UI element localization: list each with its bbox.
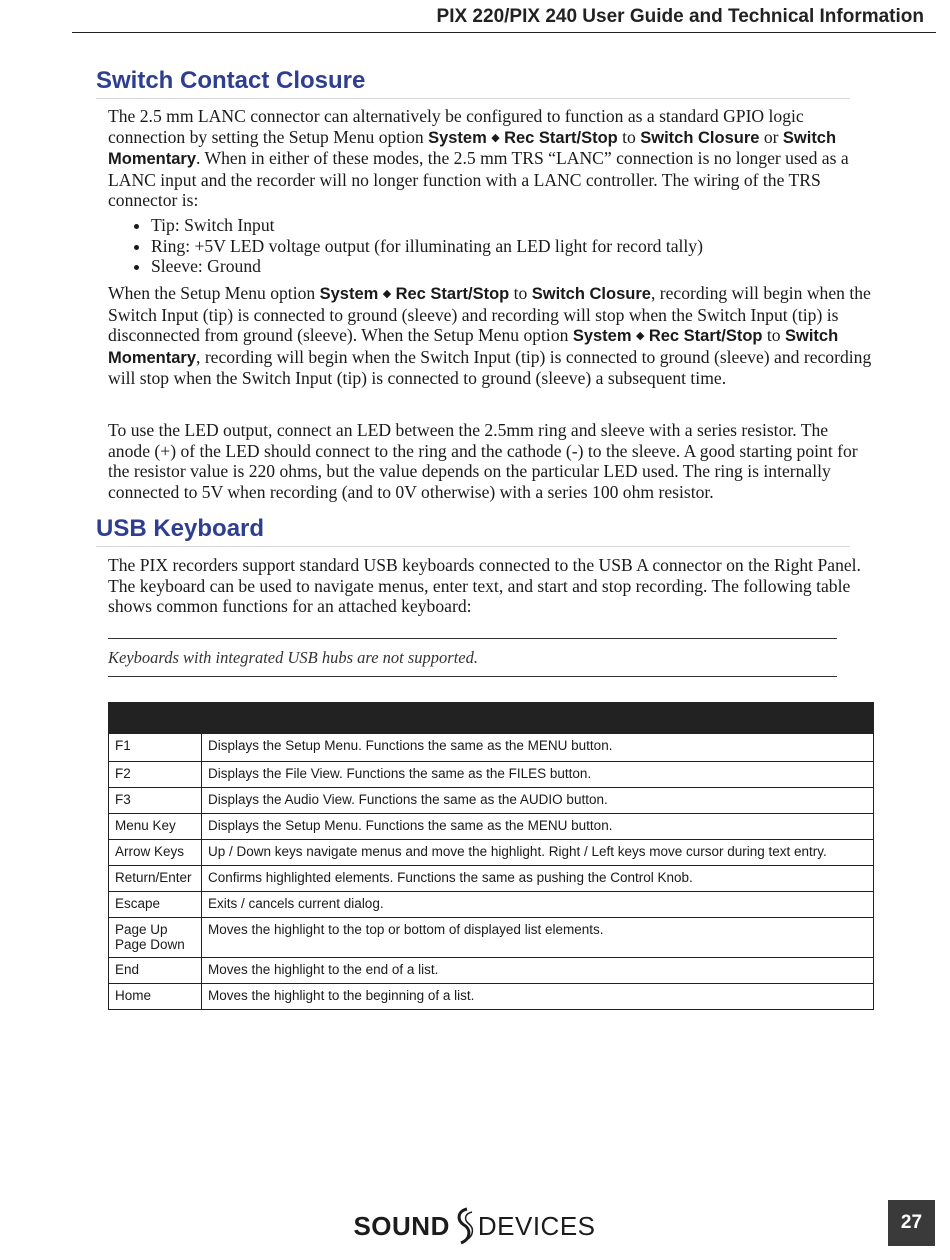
page-number: 27	[888, 1200, 935, 1246]
table-cell-key: Menu Key	[109, 814, 202, 840]
table-row	[109, 762, 874, 788]
option-switch-closure: Switch Closure	[531, 285, 651, 303]
table-cell-function: Displays the Audio View. Functions the same as the AUDIO button.	[202, 788, 874, 814]
table-cell-function: Exits / cancels current dialog.	[202, 892, 874, 918]
logo-text-bold: SOUND	[353, 1210, 450, 1241]
table-cell-key: Home	[109, 984, 202, 1010]
table-cell-function: Confirms highlighted elements. Functions the same as pushing the Control Knob.	[202, 866, 874, 892]
sound-devices-logo	[352, 1206, 597, 1246]
table-cell-function: Moves the highlight to the end of a list.	[202, 958, 874, 984]
option-switch-momentary: Switch Momentary	[108, 128, 837, 169]
table-cell-key: Escape	[109, 892, 202, 918]
keyboard-functions-table	[108, 702, 874, 1010]
trs-wiring-list	[130, 215, 891, 277]
list-item: • Sleeve: Ground	[151, 256, 891, 277]
table-cell-function: Moves the highlight to the beginning of a list.	[202, 984, 874, 1010]
paragraph-lanc-gpio: The 2.5 mm LANC connector can alternatively be configured to function as a standard GPIO logic connection by setting the Setup Menu option System ◆ Rec Start/Stop to Switch Closure or Switch Momentary. When in either of these modes, the 2.5 mm TRS “LANC” connection is no longer used as a LANC input and the recorder will no longer function with a LANC controller. The wiring of the TRS connector is:	[108, 106, 849, 211]
table-cell-key: F3	[109, 788, 202, 814]
table-row	[109, 814, 874, 840]
table-header-row	[109, 703, 874, 734]
table-row	[109, 866, 874, 892]
table-row	[109, 892, 874, 918]
menu-arrow-icon: ◆	[635, 329, 645, 343]
table-cell-key: Arrow Keys	[109, 840, 202, 866]
sound-wave-icon	[451, 1207, 477, 1245]
table-header-cell	[109, 703, 202, 734]
menu-path-rec-start-stop: Rec Start/Stop	[504, 128, 618, 147]
table-cell-function: Displays the Setup Menu. Functions the same as the MENU button.	[202, 734, 874, 762]
paragraph-led-output: To use the LED output, connect an LED between the 2.5mm ring and sleeve with a series resistor. The anode (+) of the LED should connect to the ring and the cathode (-) to the sleeve. A good starting point for the resistor value is 220 ohms, but the value depends on the particular LED used. The ring is internally connected to 5V when recording (and to 0V otherwise) with a series 100 ohm resistor.	[108, 420, 858, 502]
table-cell-key: F2	[109, 762, 202, 788]
table-cell-key: Page Up Page Down	[109, 918, 202, 958]
table-cell-key: Return/Enter	[109, 866, 202, 892]
table-header-cell	[202, 703, 874, 734]
menu-path-rec-start-stop: Rec Start/Stop	[395, 285, 510, 303]
table-row	[109, 958, 874, 984]
note-top-rule	[108, 638, 837, 639]
note-text: Keyboards with integrated USB hubs are not supported.	[108, 648, 479, 667]
paragraph-usb-keyboard: The PIX recorders support standard USB keyboards connected to the USB A connector on the Right Panel. The keyboard can be used to navigate menus, enter text, and start and stop recording. The following table shows common functions for an attached keyboard:	[108, 555, 861, 617]
menu-path-system: System	[428, 128, 487, 147]
option-switch-momentary: Switch Momentary	[108, 327, 839, 367]
menu-arrow-icon: ◆	[491, 130, 500, 144]
table-cell-function: Up / Down keys navigate menus and move the highlight. Right / Left keys move cursor during text entry.	[202, 840, 874, 866]
section-heading-switch-contact-closure: Switch Contact Closure	[96, 66, 850, 99]
list-item: • Ring: +5V LED voltage output (for illuminating an LED light for record tally)	[151, 236, 891, 257]
menu-arrow-icon: ◆	[382, 287, 392, 300]
table-row	[109, 840, 874, 866]
paragraph-switch-modes: When the Setup Menu option System ◆ Rec Start/Stop to Switch Closure, recording will begin when the Switch Input (tip) is connected to ground (sleeve) and recording will stop when the Switch Input (tip) is disconnected from ground (sleeve). When the Setup Menu option System ◆ Rec Start/Stop to Switch Momentary, recording will begin when the Switch Input (tip) is connected to ground (sleeve) and recording will stop when the Switch Input (tip) is connected to ground (sleeve) a subsequent time.	[108, 283, 872, 389]
menu-path-system: System	[319, 285, 379, 303]
table-row	[109, 734, 874, 762]
table-row	[109, 788, 874, 814]
running-header	[72, 0, 936, 33]
table-cell-function: Displays the File View. Functions the same as the FILES button.	[202, 762, 874, 788]
table-cell-function: Displays the Setup Menu. Functions the same as the MENU button.	[202, 814, 874, 840]
list-item: • Tip: Switch Input	[151, 215, 891, 236]
table-row	[109, 984, 874, 1010]
note-bottom-rule	[108, 676, 837, 677]
document-title: PIX 220/PIX 240 User Guide and Technical Information	[436, 6, 924, 27]
table-cell-key: F1	[109, 734, 202, 762]
logo-text-regular: DEVICES	[477, 1210, 596, 1241]
menu-path-rec-start-stop: Rec Start/Stop	[648, 327, 763, 346]
table-row	[109, 918, 874, 958]
table-cell-function: Moves the highlight to the top or bottom of displayed list elements.	[202, 918, 874, 958]
menu-path-system: System	[572, 327, 632, 346]
table-cell-key: End	[109, 958, 202, 984]
option-switch-closure: Switch Closure	[640, 128, 760, 147]
section-heading-usb-keyboard: USB Keyboard	[96, 514, 850, 547]
